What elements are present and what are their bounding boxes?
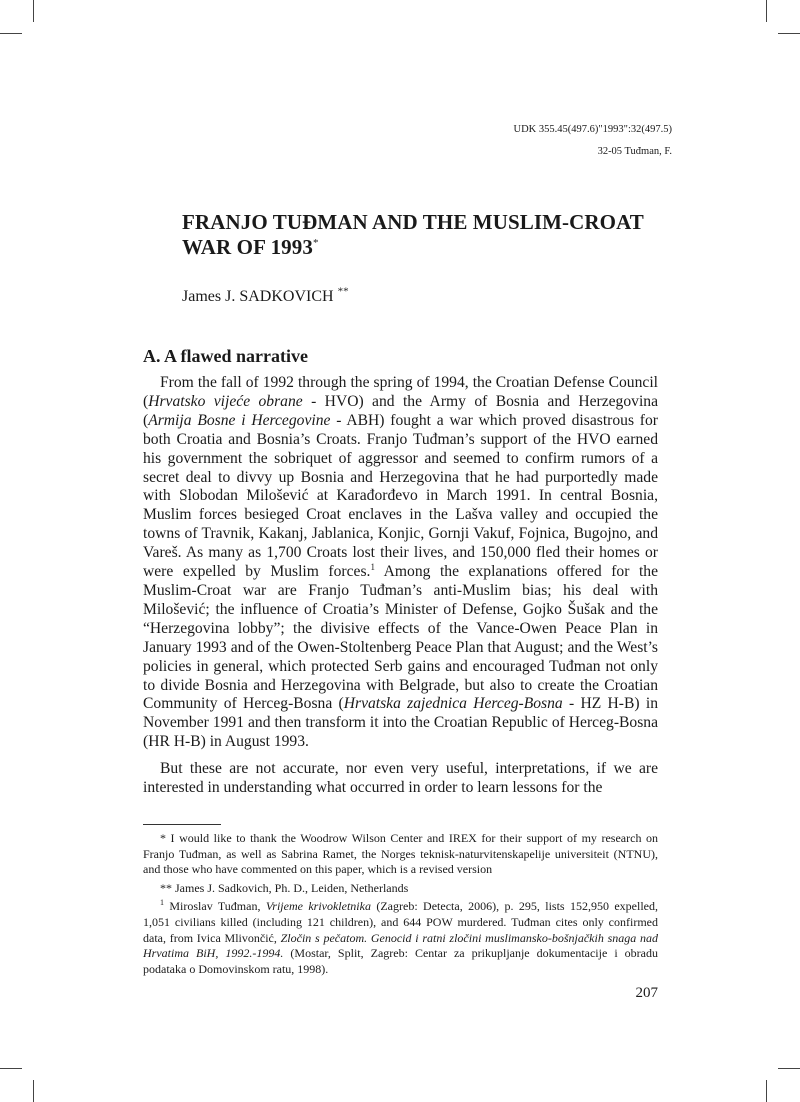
- paragraph: But these are not accurate, nor even very useful, interpretations, if we are interested in understanding what occurred in order to learn lessons for the: [143, 760, 658, 797]
- body-text: [143, 374, 658, 798]
- paragraph: [143, 374, 658, 752]
- title-footnote-mark: *: [313, 237, 319, 249]
- italic-title: Zločin s pečatom. Genocid i ratni zločini muslimansko-bošnjačkih snaga nad Hrvatima BiH, 1992.-1994.: [143, 930, 658, 961]
- text-run: - ABH) fought a war which proved disastrous for both Croatia and Bosnia’s Croats. Franjo Tuđman’s support of the HVO earned his government the sobriquet of aggressor and seemed to confirm rumors of a secret deal to divvy up Bosnia and Herzegovina that he had purportedly made with Slobodan Milošević at Karađorđevo in March 1991. In central Bosnia, Muslim forces besieged Croat enclaves in the Lašva valley and occupied the towns of Travnik, Kakanj, Jablanica, Konjic, Gornji Vakuf, Fojnica, Bugojno, and Vareš. As many as 1,700 Croats lost their lives, and 150,000 fled their homes or were expelled by Muslim forces.: [143, 411, 658, 581]
- footnote-reference[interactable]: 1: [370, 561, 375, 572]
- udk-subject: 32-05 Tuđman, F.: [597, 146, 672, 157]
- author-footnote-mark: **: [337, 285, 349, 298]
- crop-mark: [33, 0, 34, 22]
- text-run: - HZ H-B) in November 1991 and then transform it into the Croatian Republic of Herceg-Bosna (HR H-B) in August 1993.: [143, 695, 658, 751]
- footnote-star: * I would like to thank the Woodrow Wilson Center and IREX for their support of my research on Franjo Tuđman, as well as Sabrina Ramet, the Norges teknisk-naturvitenskapelije universiteit (NTNU), and those who have commented on this paper, which is a revised version: [143, 831, 658, 877]
- section-heading: A. A flawed narrative: [143, 346, 308, 366]
- author-name: [182, 287, 349, 307]
- crop-mark: [778, 33, 800, 34]
- article-title: [182, 210, 682, 260]
- udk-classification: UDK 355.45(497.6)"1993":32(497.5): [513, 124, 672, 135]
- crop-mark: [766, 1080, 767, 1102]
- text-run: From the fall of 1992 through the spring of 1994, the Croatian Defense Council (: [143, 374, 658, 410]
- italic-term: Armija Bosne i Hercegovine: [148, 411, 331, 429]
- footnote-1: [143, 899, 658, 977]
- crop-mark: [778, 1068, 800, 1069]
- text-run: (Zagreb: Detecta, 2006), p. 295, lists 152,950 expelled, 1,051 civilians killed (including 121 children), and 644 POW murdered. Tuđman cites only confirmed data, from Ivica Mlivončić,: [143, 899, 658, 945]
- crop-mark: [33, 1080, 34, 1102]
- text-run: Among the explanations offered for the Muslim-Croat war are Franjo Tuđman’s anti-Muslim bias; his deal with Milošević; the influence of Croatia’s Minister of Defense, Gojko Šušak and the “Herzegovina lobby”; the divisive effects of the Vance-Owen Peace Plan in January 1993 and of the Owen-Stoltenberg Peace Plan that August; and the West’s policies in general, which protected Serb gains and encouraged Tuđman not only to divide Bosnia and Herzegovina with Belgrade, but also to create the Croatian Community of Herceg-Bosna (: [143, 563, 658, 713]
- footnote-divider: [143, 824, 221, 825]
- footnote-number: 1: [160, 898, 164, 908]
- italic-term: Hrvatsko vijeće obrane: [148, 392, 303, 410]
- text-run: Miroslav Tuđman,: [164, 899, 266, 914]
- author-name-text: James J. SADKOVICH: [182, 288, 334, 305]
- footnotes: [143, 831, 658, 977]
- crop-mark: [0, 33, 22, 34]
- footnote-double-star: ** James J. Sadkovich, Ph. D., Leiden, Netherlands: [160, 880, 409, 895]
- italic-title: Vrijeme krivokletnika: [265, 899, 371, 914]
- italic-term: Hrvatska zajednica Herceg-Bosna: [343, 695, 563, 713]
- page-number: 207: [635, 985, 658, 1001]
- text-run: (Mostar, Split, Zagreb: Centar za prikupljanje dokumentacije i obradu podataka o Domovinskom ratu, 1998).: [143, 946, 658, 976]
- crop-mark: [766, 0, 767, 22]
- article-title-text: FRANJO TUĐMAN AND THE MUSLIM-CROAT WAR OF 1993: [182, 210, 644, 259]
- text-run: - HVO) and the Army of Bosnia and Herzegovina (: [143, 392, 658, 429]
- crop-mark: [0, 1068, 22, 1069]
